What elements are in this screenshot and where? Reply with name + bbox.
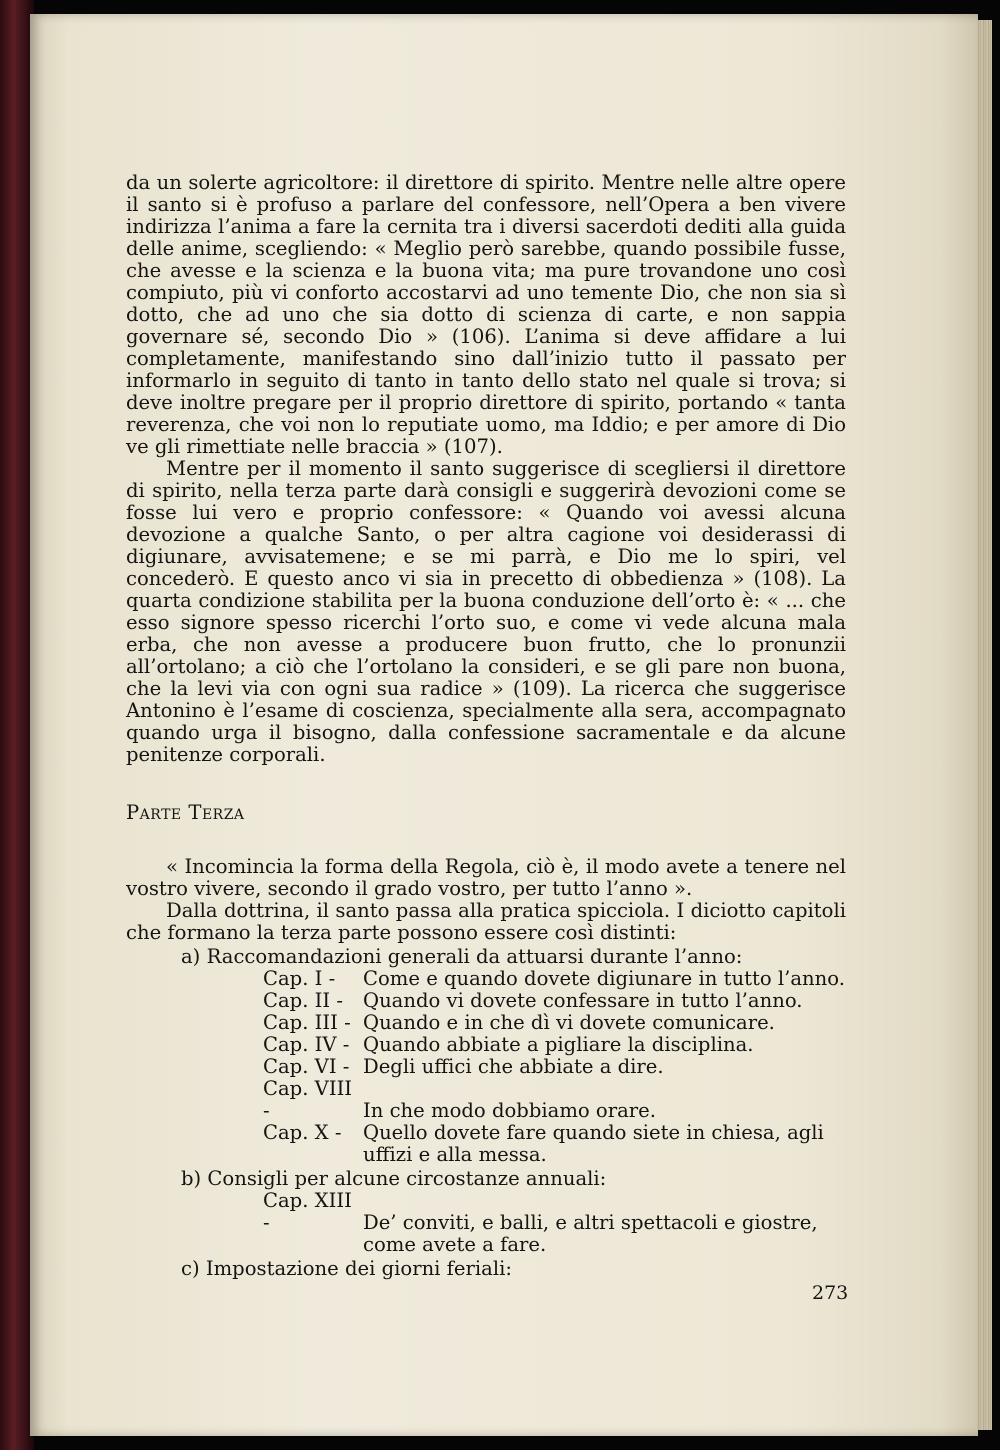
chapter-label: Cap. I - [263,967,336,990]
section-c-letter: c) [181,1257,200,1280]
chapter-label: Cap. X - [263,1121,342,1144]
section-a [126,946,846,1166]
section-b-list [181,1190,846,1256]
chapter-text: De’ conviti, e balli, e altri spettacoli e giostre, come avete a fare. [363,1211,818,1256]
chapter-label: Cap. III - [263,1011,351,1034]
section-a-list [181,968,846,1166]
section-b-title [181,1168,846,1190]
chapter-item [263,1034,846,1056]
chapter-text: Quello dovete fare quando siete in chiesa, agli uffizi e alla messa. [363,1121,824,1166]
section-a-title-text: Raccomandazioni generali da attuarsi durante l’anno: [206,945,743,968]
paragraph-2: Mentre per il momento il santo suggerisce di scegliersi il direttore di spirito, nella terza parte darà consigli e suggerirà devozioni come se fosse lui vero e proprio confessore: « Quando voi avessi alcuna devozione a qualche Santo, o per altra cagione voi desiderassi di digiunare, avvisatemene; e se mi parrà, e Dio me lo spiri, vel concederò. E questo anco vi sia in precetto di obbedienza » (108). La quarta condizione stabilita per la buona conduzione dell’orto è: « ... che esso signore spesso ricerchi l’orto suo, e come vi vede alcuna mala erba, che non avesse a producere buon frutto, che lo pronunzii all’ortolano; a ciò che l’ortolano la consideri, e se gli pare non buona, che la levi via con ogni sua radice » (109). La ricerca che suggerisce Antonino è l’esame di coscienza, specialmente alla sera, accompagnato quando urga il bisogno, dalla confessione sacramentale e da alcune penitenze corporali. [126,457,846,766]
chapter-text: Quando vi dovete confessare in tutto l’anno. [363,989,803,1012]
chapter-item [263,1056,846,1078]
chapter-label: Cap. VI - [263,1055,350,1078]
section-c [126,1258,846,1280]
chapter-label: Cap. IV - [263,1033,350,1056]
body-text [126,172,846,1280]
chapter-text: Degli uffici che abbiate a dire. [363,1055,664,1078]
chapter-item [263,1190,846,1256]
section-c-title [181,1258,846,1280]
chapter-text: Come e quando dovete digiunare in tutto l’anno. [363,967,845,990]
intro-quote: « Incomincia la forma della Regola, ciò è, il modo avete a tenere nel vostro vivere, secondo il grado vostro, per tutto l’anno ». [126,855,846,900]
chapter-label: Cap. II - [263,989,344,1012]
section-c-title-text: Impostazione dei giorni feriali: [205,1257,512,1280]
chapter-item [263,1078,846,1122]
page-number: 273 [812,1282,849,1304]
paragraph-1: da un solerte agricoltore: il direttore di spirito. Mentre nelle altre opere il santo si è profuso a parlare del confessore, nell’Opera a ben vivere indirizza l’anima a fare la cernita tra i diversi sacerdoti dediti alla guida delle anime, scegliendo: « Meglio però sarebbe, quando possibile fusse, che avesse e la scienza e la buona vita; ma pure trovandone uno così compiuto, più vi conforto accostarvi ad uno temente Dio, che non sia sì dotto, che ad uno che sia dotto di scienza di carte, e non sappia governare sé, secondo Dio » (106). L’anima si deve affidare a lui completamente, manifestando sino dall’inizio tutto il passato per informarlo in seguito di tanto in tanto dello stato nel quale si trova; si deve inoltre pregare per il proprio direttore di spirito, portando « tanta reverenza, che voi non lo reputiate uomo, ma Iddio; e per amore di Dio ve gli rimettiate nelle braccia » (107). [126,171,846,458]
section-b-title-text: Consigli per alcune circostanze annuali: [207,1167,607,1190]
section-heading: Parte Terza [126,801,245,824]
chapter-item [263,1012,846,1034]
chapter-item [263,990,846,1012]
section-b-letter: b) [181,1167,202,1190]
section-a-letter: a) [181,945,201,968]
section-b [126,1168,846,1256]
intro-paragraph: Dalla dottrina, il santo passa alla pratica spicciola. I diciotto capitoli che formano la terza parte possono essere così distinti: [126,899,846,944]
section-a-title [181,946,846,968]
chapter-label: Cap. XIII - [263,1189,352,1234]
chapter-text: Quando abbiate a pigliare la disciplina. [363,1033,754,1056]
chapter-text: In che modo dobbiamo orare. [363,1099,656,1122]
chapter-item [263,968,846,990]
chapter-item [263,1122,846,1166]
chapter-text: Quando e in che dì vi dovete comunicare. [363,1011,775,1034]
book-binding [0,0,34,1450]
chapter-label: Cap. VIII - [263,1077,353,1122]
